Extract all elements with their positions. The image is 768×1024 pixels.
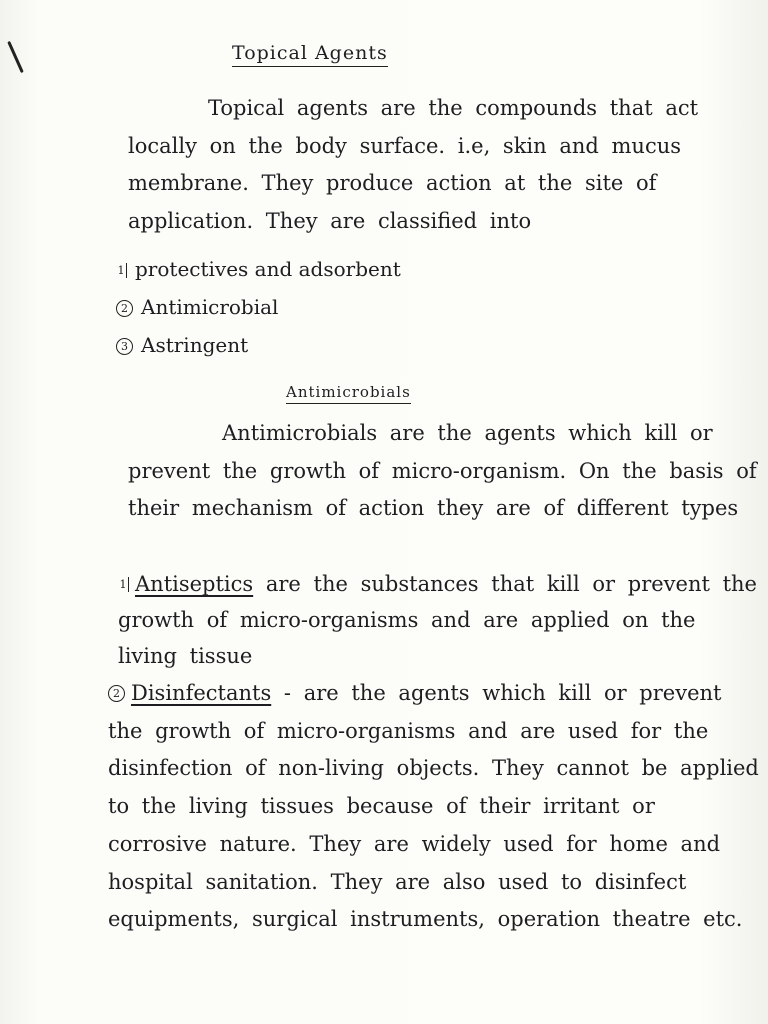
classification-list xyxy=(116,250,401,364)
list-number: 1 xyxy=(116,263,127,278)
list-item-label: protectives and adsorbent xyxy=(135,257,401,281)
definition-antiseptics xyxy=(118,566,758,674)
list-item xyxy=(116,326,401,364)
definition-text: - are the agents which kill or prevent the growth of micro-organisms and are used for the disinfection of non-living objects. They cannot be applied to the living tissues because of their irritant or corrosive nature. They are widely used for home and hospital sanitation. They are also used to disinfect equipments, surgical instruments, operation theatre etc. xyxy=(108,681,759,932)
list-item xyxy=(116,288,401,326)
definition-number: 2 xyxy=(108,685,125,702)
list-number: 3 xyxy=(116,338,133,355)
list-item-label: Antimicrobial xyxy=(141,295,279,319)
margin-mark xyxy=(7,41,24,73)
intro-paragraph: Topical agents are the compounds that act locally on the body surface. i.e, skin and mucus membrane. They produce action at the site of application. They are classified into xyxy=(128,96,699,233)
page-title: Topical Agents xyxy=(232,42,388,67)
definition-term: Disinfectants xyxy=(131,681,272,705)
section-intro-paragraph: Antimicrobials are the agents which kill or prevent the growth of micro-organism. On the basis of their mechanism of action they are of different types xyxy=(128,421,757,520)
list-number: 2 xyxy=(116,300,133,317)
definition-term: Antiseptics xyxy=(135,572,254,596)
list-item-label: Astringent xyxy=(141,333,249,357)
section-title: Antimicrobials xyxy=(286,383,411,404)
definition-disinfectants xyxy=(108,675,763,939)
definition-text: are the substances that kill or prevent the growth of micro-organisms and are applied on the living tissue xyxy=(118,572,757,668)
definition-number: 1 xyxy=(118,577,129,592)
list-item xyxy=(116,250,401,288)
